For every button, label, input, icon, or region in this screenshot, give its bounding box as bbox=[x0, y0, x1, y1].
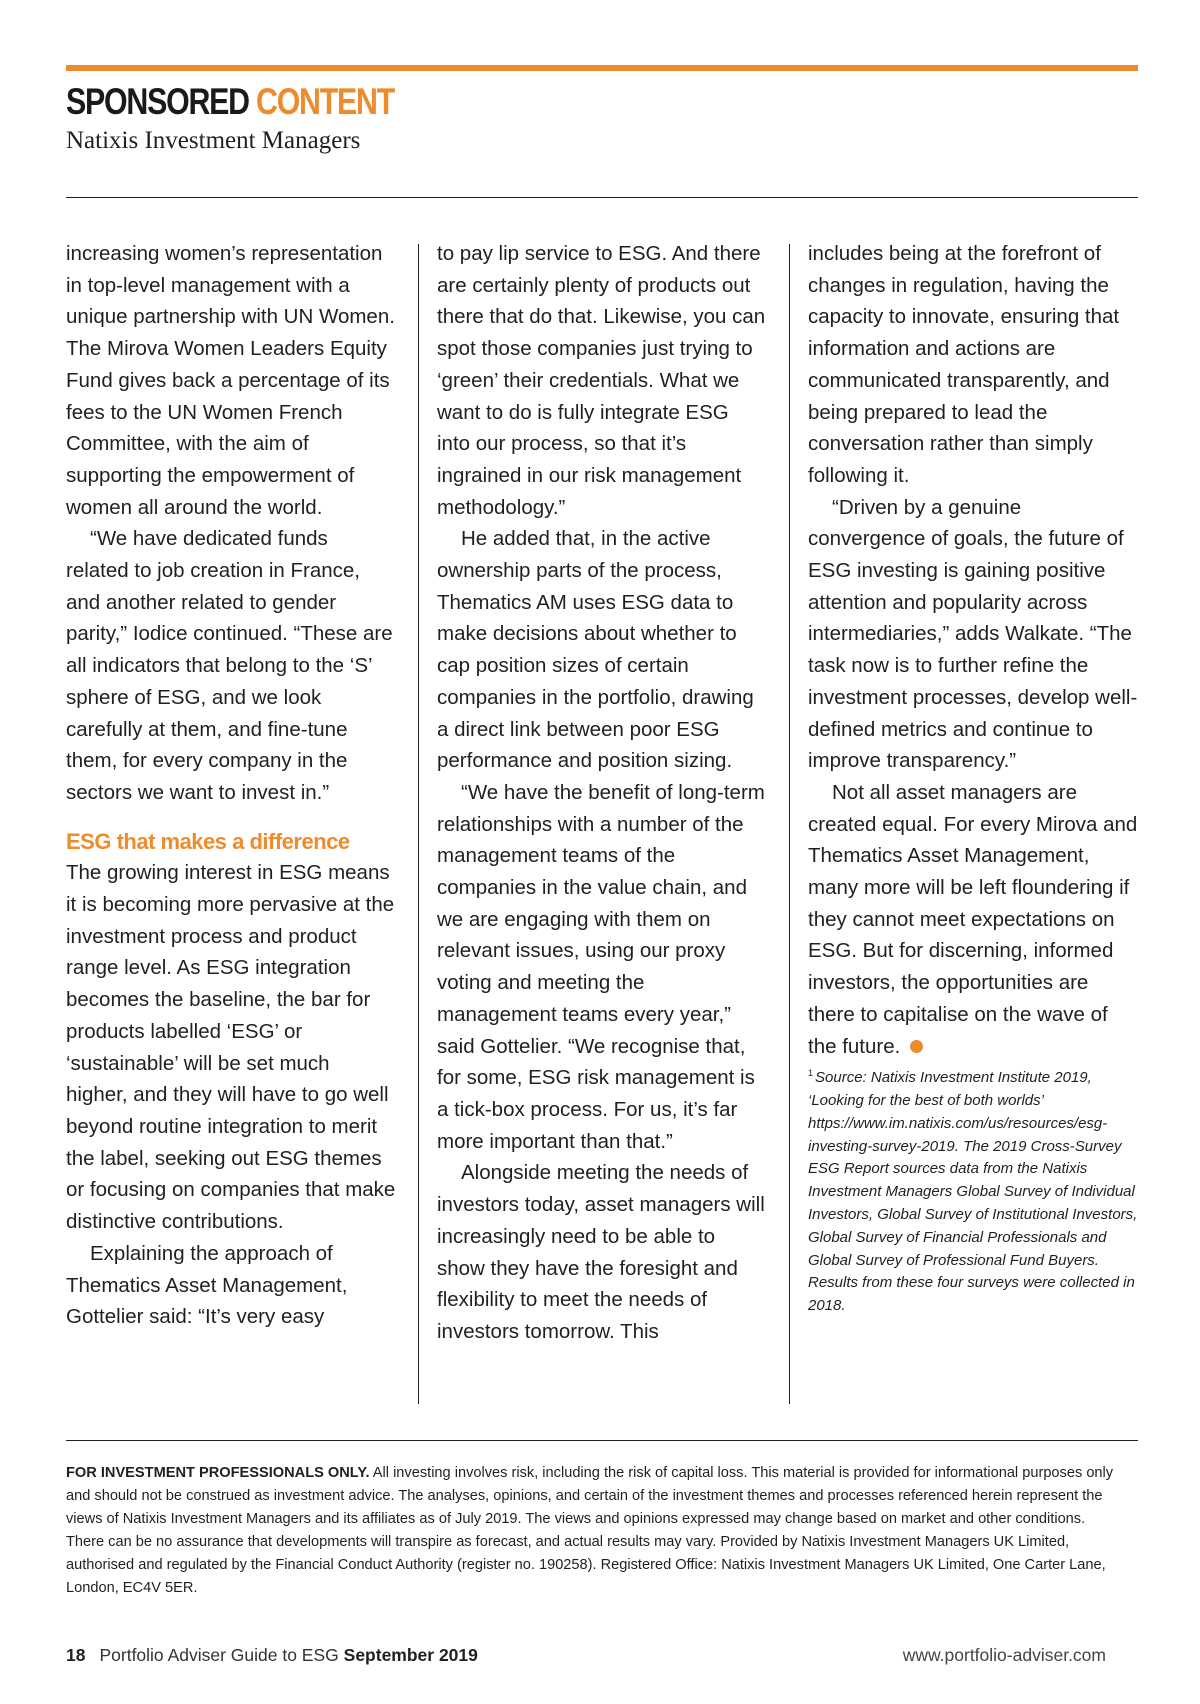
content-word: CONTENT bbox=[256, 81, 395, 122]
page-header bbox=[66, 80, 466, 156]
page-number: 18 bbox=[66, 1645, 86, 1665]
issue-date: September 2019 bbox=[343, 1645, 478, 1665]
disclaimer-body: All investing involves risk, including the risk of capital loss. This material is provided for informational purposes only and should not be construed as investment advice. The analyses, opinions, and certain of the investment themes and processes referenced herein represent the views of Natixis Investment Managers and its affiliates as of July 2019. The views and opinions expressed may change based on market and other conditions. There can be no assurance that developments will transpire as forecast, and actual results may vary. Provided by Natixis Investment Managers UK Limited, authorised and regulated by the Financial Conduct Authority (register no. 190258). Registered Office: Natixis Investment Managers UK Limited, One Carter Lane, London, EC4V 5ER. bbox=[66, 1465, 1114, 1596]
column-divider bbox=[418, 244, 419, 1404]
column-divider bbox=[789, 244, 790, 1404]
paragraph bbox=[808, 777, 1138, 1062]
paragraph: “We have dedicated funds related to job creation in France, and another related to gender parity,” Iodice continued. “These are all indicators that belong to the ‘S’ sphere of ESG, and we look carefully at them, and fine-tune them, for every company in the sectors we want to invest in.” bbox=[66, 527, 393, 804]
sponsor-company-name: Natixis Investment Managers bbox=[66, 127, 361, 154]
sponsored-content-label bbox=[66, 80, 394, 124]
paragraph: increasing women’s representation in top-level management with a unique partnership with UN Women. The Mirova Women Leaders Equity Fund gives back a percentage of its fees to the UN Women French Committee, with the aim of supporting the empowerment of women all around the world. bbox=[66, 242, 395, 519]
footnote bbox=[808, 1062, 1138, 1318]
disclaimer-divider bbox=[66, 1440, 1138, 1441]
footnote-text: Source: Natixis Investment Institute 2019, ‘Looking for the best of both worlds’ https://www.im.natixis.com/us/resources/esg-investing-survey-2019. The 2019 Cross-Survey ESG Report sources data from the Natixis Investment Managers Global Survey of Individual Investors, Global Survey of Institutional Investors, Global Survey of Financial Professionals and Global Survey of Professional Fund Buyers. Results from these four surveys were collected in 2018. bbox=[808, 1069, 1138, 1315]
paragraph: “Driven by a genuine convergence of goals, the future of ESG investing is gaining positive attention and popularity across intermediaries,” adds Walkate. “The task now is to further refine the investment processes, develop well-defined metrics and continue to improve transparency.” bbox=[808, 495, 1138, 773]
paragraph: He added that, in the active ownership parts of the process, Thematics AM uses ESG data to make decisions about whether to cap position sizes of certain companies in the portfolio, drawing a direct link between poor ESG performance and position sizing. bbox=[437, 527, 754, 773]
header-divider bbox=[66, 197, 1138, 198]
header-accent-rule bbox=[66, 65, 1138, 71]
paragraph: Explaining the approach of Thematics Asset Management, Gottelier said: “It’s very easy bbox=[66, 1241, 348, 1329]
paragraph: Alongside meeting the needs of investors today, asset managers will increasingly need to be able to show they have the foresight and flexibility to meet the needs of investors tomorrow. This bbox=[437, 1161, 765, 1343]
sponsored-word: SPONSORED bbox=[66, 81, 249, 122]
paragraph: The growing interest in ESG means it is becoming more pervasive at the investment process and product range level. As ESG integration becomes the baseline, the bar for products labelled ‘ESG’ or ‘sustainable’ will be set much higher, and they will have to go well beyond routine integration to merit the label, seeking out ESG themes or focusing on companies that make distinctive contributions. bbox=[66, 861, 396, 1234]
article-column-2 bbox=[437, 238, 767, 1348]
page-footer bbox=[66, 1640, 1138, 1670]
end-of-article-dot-icon bbox=[910, 1040, 923, 1053]
publication-name: Portfolio Adviser Guide to ESG bbox=[99, 1645, 339, 1665]
paragraph-text: Not all asset managers are created equal. For every Mirova and Thematics Asset Management, many more will be left floundering if they cannot meet expectations on ESG. But for discerning, informed investors, the opportunities are there to capitalise on the wave of the future. bbox=[808, 780, 1138, 1058]
publication-url[interactable]: www.portfolio-adviser.com bbox=[902, 1645, 1106, 1665]
legal-disclaimer bbox=[66, 1462, 1118, 1600]
article-column-3 bbox=[808, 238, 1138, 1318]
disclaimer-lead: FOR INVESTMENT PROFESSIONALS ONLY. bbox=[66, 1465, 370, 1481]
paragraph: includes being at the forefront of changes in regulation, having the capacity to innovate, ensuring that information and actions are communicated transparently, and being prepared to lead the conversation rather than simply following it. bbox=[808, 242, 1120, 487]
footnote-number: 1 bbox=[808, 1068, 814, 1079]
article-column-1 bbox=[66, 238, 396, 1333]
paragraph: “We have the benefit of long-term relationships with a number of the management teams of the companies in the value chain, and we are engaging with them on relevant issues, using our proxy voting and meeting the management teams every year,” said Gottelier. “We recognise that, for some, ESG risk management is a tick-box process. For us, it’s far more important than that.” bbox=[437, 780, 765, 1153]
section-subheading: ESG that makes a difference bbox=[66, 828, 350, 854]
paragraph: to pay lip service to ESG. And there are certainly plenty of products out there that do that. Likewise, you can spot those companies just trying to ‘green’ their credentials. What we want to do is fully integrate ESG into our process, so that it’s ingrained in our risk management methodology.” bbox=[437, 242, 766, 519]
